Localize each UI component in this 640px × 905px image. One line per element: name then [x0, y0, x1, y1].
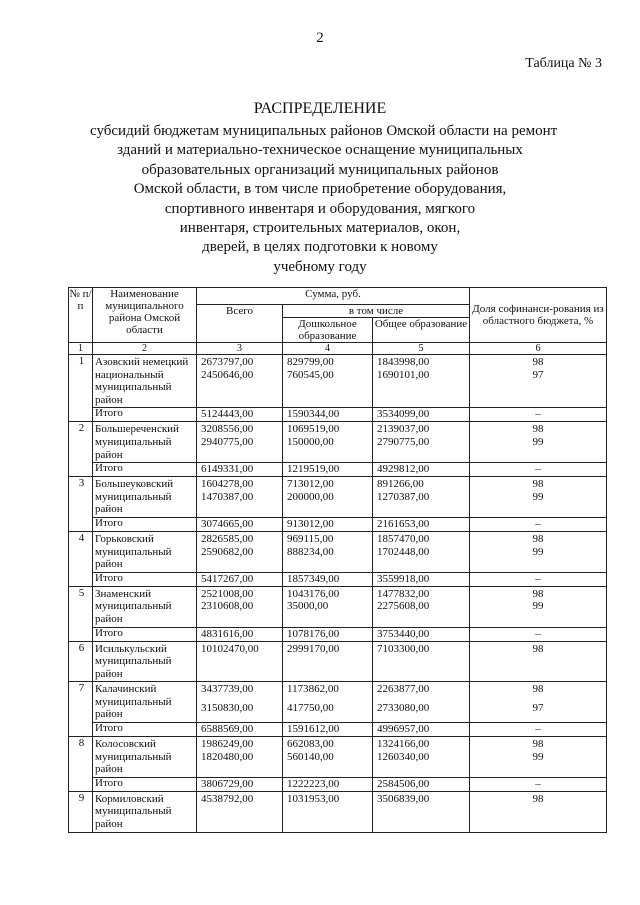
general-cell — [373, 682, 470, 723]
subtitle-line: образовательных организаций муниципальных районов — [141, 161, 499, 178]
itogo-preschool: 1590344,00 — [283, 408, 373, 422]
preschool-value: 150000,00 — [287, 435, 334, 448]
district-name: Колосовский муниципальный район — [93, 737, 197, 778]
total-cell — [197, 586, 283, 627]
general-cell — [373, 586, 470, 627]
share-value: 97 — [532, 368, 544, 381]
general-value: 3506839,00 — [377, 792, 430, 805]
share-value: 98 — [532, 587, 544, 600]
district-name: Знаменский муниципальный район — [93, 586, 197, 627]
district-name: Кормиловский муниципальный район — [93, 791, 197, 832]
general-value: 2790775,00 — [377, 435, 430, 448]
total-cell — [197, 477, 283, 518]
header-share: Доля софинанси-рования из областного бюджета, % — [470, 288, 607, 343]
district-name: Калачинский муниципальный район — [93, 682, 197, 723]
total-value: 2590682,00 — [201, 545, 254, 558]
row-number: 8 — [69, 737, 93, 792]
itogo-row — [69, 463, 607, 477]
itogo-general: 3559918,00 — [373, 572, 470, 586]
share-value: 98 — [532, 792, 544, 805]
general-value: 7103300,00 — [377, 642, 430, 655]
general-cell — [373, 531, 470, 572]
general-value: 2139037,00 — [377, 423, 430, 436]
itogo-share: – — [470, 517, 607, 531]
subtitle-line: учебному году — [273, 258, 367, 275]
preschool-cell — [283, 641, 373, 682]
itogo-label: Итого — [93, 572, 197, 586]
itogo-label: Итого — [93, 723, 197, 737]
general-value: 2263877,00 — [377, 683, 430, 696]
itogo-preschool: 1857349,00 — [283, 572, 373, 586]
total-value: 2673797,00 — [201, 356, 254, 368]
table-row — [69, 422, 607, 463]
table-row — [69, 791, 607, 832]
total-value: 10102470,00 — [201, 642, 259, 655]
column-number: 2 — [93, 343, 197, 355]
preschool-cell — [283, 355, 373, 408]
itogo-row — [69, 572, 607, 586]
itogo-label: Итого — [93, 777, 197, 791]
itogo-share: – — [470, 572, 607, 586]
preschool-value: 1173862,00 — [287, 683, 339, 696]
row-number: 7 — [69, 682, 93, 737]
column-number: 3 — [197, 343, 283, 355]
share-cell — [470, 737, 607, 778]
general-value: 2275608,00 — [377, 600, 430, 613]
itogo-preschool: 1219519,00 — [283, 463, 373, 477]
general-value: 1324166,00 — [377, 738, 430, 751]
share-cell — [470, 422, 607, 463]
row-number: 1 — [69, 355, 93, 422]
itogo-total: 3074665,00 — [197, 517, 283, 531]
itogo-preschool: 1222223,00 — [283, 777, 373, 791]
total-value: 3150830,00 — [201, 702, 254, 715]
itogo-label: Итого — [93, 463, 197, 477]
total-value: 2826585,00 — [201, 532, 254, 545]
district-name: Горьковский муниципальный район — [93, 531, 197, 572]
header-preschool: Дошкольное образование — [283, 318, 373, 343]
itogo-row — [69, 517, 607, 531]
preschool-cell — [283, 737, 373, 778]
header-total: Всего — [197, 305, 283, 343]
general-cell — [373, 355, 470, 408]
itogo-preschool: 1591612,00 — [283, 723, 373, 737]
itogo-total: 6149331,00 — [197, 463, 283, 477]
row-number: 2 — [69, 422, 93, 477]
itogo-share: – — [470, 777, 607, 791]
header-general: Общее образование — [373, 318, 470, 343]
preschool-value: 969115,00 — [287, 532, 334, 545]
preschool-cell — [283, 477, 373, 518]
district-name: Большеуковский муниципальный район — [93, 477, 197, 518]
itogo-general: 4996957,00 — [373, 723, 470, 737]
preschool-value: 1069519,00 — [287, 423, 340, 436]
table-body — [69, 355, 607, 833]
table-row — [69, 586, 607, 627]
total-cell — [197, 531, 283, 572]
table-row — [69, 477, 607, 518]
itogo-general: 3753440,00 — [373, 627, 470, 641]
share-cell — [470, 477, 607, 518]
itogo-general: 2584506,00 — [373, 777, 470, 791]
itogo-row — [69, 723, 607, 737]
share-value: 97 — [532, 702, 544, 715]
preschool-value: 760545,00 — [287, 368, 334, 381]
preschool-value: 713012,00 — [287, 478, 334, 491]
total-cell — [197, 641, 283, 682]
total-cell — [197, 737, 283, 778]
itogo-share: – — [470, 723, 607, 737]
preschool-value: 2999170,00 — [287, 642, 340, 655]
share-cell — [470, 586, 607, 627]
page-number: 2 — [316, 30, 324, 46]
total-value: 4538792,00 — [201, 792, 254, 805]
row-number: 5 — [69, 586, 93, 641]
row-number: 3 — [69, 477, 93, 532]
preschool-value: 888234,00 — [287, 545, 334, 558]
header-including: в том числе — [283, 305, 470, 318]
preschool-cell — [283, 531, 373, 572]
row-number: 6 — [69, 641, 93, 682]
general-cell — [373, 791, 470, 832]
total-value: 1470387,00 — [201, 490, 254, 503]
itogo-total: 3806729,00 — [197, 777, 283, 791]
preschool-cell — [283, 682, 373, 723]
share-value: 99 — [532, 750, 544, 763]
itogo-label: Итого — [93, 517, 197, 531]
table-row — [69, 641, 607, 682]
general-value: 2733080,00 — [377, 702, 430, 715]
header-num: № п/п — [69, 288, 93, 343]
share-cell — [470, 355, 607, 408]
itogo-label: Итого — [93, 408, 197, 422]
general-value: 1477832,00 — [377, 587, 430, 600]
subtitle-line: зданий и материально-техническое оснащение муниципальных — [117, 142, 523, 159]
column-number: 4 — [283, 343, 373, 355]
total-value: 3437739,00 — [201, 683, 254, 696]
district-name: Большереченский муниципальный район — [93, 422, 197, 463]
row-number: 4 — [69, 531, 93, 586]
total-value: 2940775,00 — [201, 435, 254, 448]
preschool-value: 200000,00 — [287, 490, 334, 503]
general-value: 1702448,00 — [377, 545, 430, 558]
itogo-preschool: 913012,00 — [283, 517, 373, 531]
itogo-total: 4831616,00 — [197, 627, 283, 641]
preschool-value: 560140,00 — [287, 750, 334, 763]
itogo-general: 4929812,00 — [373, 463, 470, 477]
general-cell — [373, 737, 470, 778]
itogo-label: Итого — [93, 627, 197, 641]
preschool-value: 35000,00 — [287, 600, 329, 613]
preschool-cell — [283, 791, 373, 832]
preschool-value: 417750,00 — [287, 702, 334, 715]
general-value: 1690101,00 — [377, 368, 430, 381]
itogo-share: – — [470, 627, 607, 641]
general-value: 1857470,00 — [377, 532, 430, 545]
general-value: 1260340,00 — [377, 750, 430, 763]
general-value: 1843998,00 — [377, 356, 430, 368]
preschool-cell — [283, 422, 373, 463]
itogo-total: 6588569,00 — [197, 723, 283, 737]
preschool-value: 1031953,00 — [287, 792, 340, 805]
share-value: 99 — [532, 490, 544, 503]
subtitle-line: субсидий бюджетам муниципальных районов Омской области на ремонт — [90, 123, 558, 139]
share-value: 98 — [532, 738, 544, 751]
itogo-row — [69, 777, 607, 791]
share-value: 98 — [532, 642, 544, 655]
table-row — [69, 737, 607, 778]
preschool-value: 829799,00 — [287, 356, 334, 368]
total-value: 2521008,00 — [201, 587, 254, 600]
share-value: 99 — [532, 600, 544, 613]
total-value: 2450646,00 — [201, 368, 254, 381]
itogo-share: – — [470, 408, 607, 422]
table-row — [69, 531, 607, 572]
itogo-preschool: 1078176,00 — [283, 627, 373, 641]
general-cell — [373, 422, 470, 463]
share-value: 99 — [532, 435, 544, 448]
subtitle-line: Омской области, в том числе приобретение оборудования, — [133, 181, 507, 198]
document-subtitle — [90, 122, 558, 277]
general-value: 1270387,00 — [377, 490, 430, 503]
itogo-total: 5124443,00 — [197, 408, 283, 422]
share-value: 98 — [532, 478, 544, 491]
total-value: 1986249,00 — [201, 738, 254, 751]
share-cell — [470, 641, 607, 682]
subtitle-line: инвентаря, строительных материалов, окон, — [179, 220, 461, 237]
subtitle-line: дверей, в целях подготовки к новому — [202, 239, 438, 256]
table-row — [69, 682, 607, 723]
total-cell — [197, 422, 283, 463]
preschool-cell — [283, 586, 373, 627]
preschool-value: 1043176,00 — [287, 587, 340, 600]
district-name: Азовский немецкий национальный муниципальный район — [93, 355, 197, 408]
row-number: 9 — [69, 791, 93, 832]
share-value: 98 — [532, 423, 544, 436]
general-cell — [373, 641, 470, 682]
district-name: Исилькульский муниципальный район — [93, 641, 197, 682]
share-value: 98 — [532, 532, 544, 545]
table-label: Таблица № 3 — [525, 56, 602, 71]
total-cell — [197, 791, 283, 832]
total-cell — [197, 355, 283, 408]
itogo-general: 2161653,00 — [373, 517, 470, 531]
share-cell — [470, 791, 607, 832]
column-number: 5 — [373, 343, 470, 355]
table-row — [69, 355, 607, 408]
column-number: 1 — [69, 343, 93, 355]
total-cell — [197, 682, 283, 723]
header-name: Наименование муниципального района Омской области — [93, 288, 197, 343]
document-title: РАСПРЕДЕЛЕНИЕ — [253, 100, 387, 117]
share-cell — [470, 682, 607, 723]
total-value: 1820480,00 — [201, 750, 254, 763]
itogo-row — [69, 408, 607, 422]
preschool-value: 662083,00 — [287, 738, 334, 751]
distribution-table — [68, 287, 607, 833]
total-value: 3208556,00 — [201, 423, 254, 436]
itogo-total: 5417267,00 — [197, 572, 283, 586]
share-value: 98 — [532, 356, 544, 368]
column-number: 6 — [470, 343, 607, 355]
subtitle-line: спортивного инвентаря и оборудования, мягкого — [164, 200, 476, 217]
itogo-general: 3534099,00 — [373, 408, 470, 422]
total-value: 1604278,00 — [201, 478, 254, 491]
total-value: 2310608,00 — [201, 600, 254, 613]
share-value: 99 — [532, 545, 544, 558]
general-cell — [373, 477, 470, 518]
header-sum: Сумма, руб. — [197, 288, 470, 305]
general-value: 891266,00 — [377, 478, 424, 491]
share-value: 98 — [532, 683, 544, 696]
itogo-row — [69, 627, 607, 641]
share-cell — [470, 531, 607, 572]
itogo-share: – — [470, 463, 607, 477]
